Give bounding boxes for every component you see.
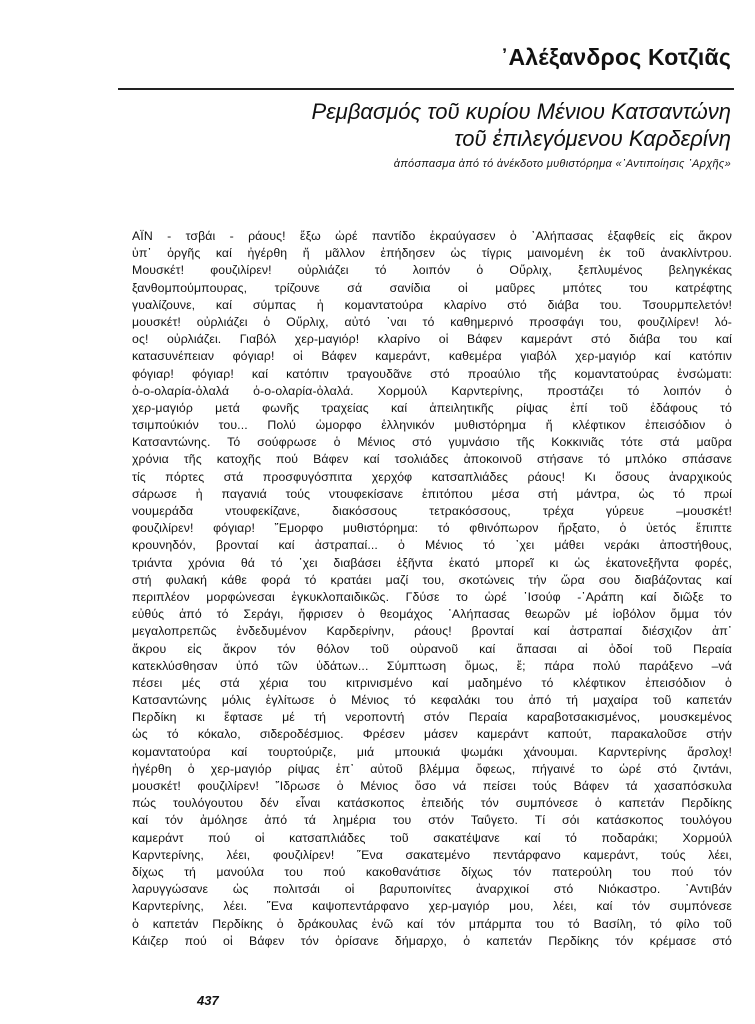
- body-line: γυαλίζουνε, καί σύμπας ἡ κομαντατούρα κλαρίνο στό διάβα του. Τσουρμπελετόν!: [132, 297, 732, 312]
- body-line: εὐθύς ἀπό τό Σεράγι, ἤφρισεν ὁ θεομάχος ᾿Αλήπασας θεωρῶν μέ ἰοβόλον ὄμμα τόν: [132, 607, 732, 622]
- body-line: ΑΪΝ - τσβάι - ράους! ἔξω ὡρέ παντίδο ἐκραύγασεν ὁ ᾿Αλήπασας ἐξαφθείς εἰς ἄκρον: [132, 229, 732, 243]
- body-line: μεγαλοπρεπῶς ἐνδεδυμένον Καρδερίνην, ράους! βρονταί καί ἀστραπαί διέσχιζον ἀπ᾿: [132, 624, 732, 639]
- body-line: Περδίκη κι ἔφτασε μέ τή νεροποντή στόν Περαία καραβοτσακισμένος, μουσκεμένος: [132, 710, 732, 725]
- body-line: τσιμπούκιόν του... Πολύ ὡμορφο ἑλληνικόν μυθιστόρημα ἤ κλέφτικον ἐπεισόδιον ὁ: [132, 418, 732, 433]
- body-line: ἄκρου εἰς ἄκρον τόν θόλον τοῦ οὐρανοῦ καί ἅπασαι αἱ ὁδοί τοῦ Περαία: [132, 641, 732, 656]
- body-line: πώς τουλόγουτου δέν εἶναι κατάσκοπος ἐπειδής τόν συμπόνεσε ὁ καπετάν Περδίκης: [132, 796, 732, 811]
- body-line: φόγιαρ! φόγιαρ! καί κατόπιν τραγουδᾶνε στό προαύλιο τῆς κομαντατούρας ἐνσώματι:: [132, 366, 732, 381]
- body-line: ξανθομπούμπουρας, τρίζουνε σά σανίδια οἱ μαῦρες μπότες του κατρέφτης: [132, 280, 732, 295]
- body-line: μουσκέτ! οὐρλιάζει ὁ Οὔρλιχ, αὐτό ᾿ναι τό καθημερινό προσφάγι του, φουζιλίρεν! λό-: [132, 314, 732, 329]
- body-text: [132, 228, 732, 973]
- body-line: ος! οὐρλιάζει. Γιαβόλ χερ-μαγιόρ! κλαρίνο οἱ Βάφεν καμεράντ στό διάβα του καί: [132, 332, 732, 347]
- chapter-title-line-2: τοῦ ἐπιλεγόμενου Καρδερίνη: [454, 126, 731, 151]
- body-line: Κάιζερ πού οἱ Βάφεν τόν ὁρίσανε δήμαρχο, ὁ καπετάν Περδίκης τόν κρέμασε στό: [132, 933, 732, 948]
- author-name: ᾿Αλέξανδρος Κοτζιᾶς: [500, 44, 731, 70]
- body-line: ἠγέρθη ὁ χερ-μαγιόρ ρίψας ἐπ᾿ αὐτοῦ βλέμμα ὄφεως, πήγαινέ το ὡρέ στό ζιντάνι,: [132, 761, 732, 776]
- body-line: κατεκλύσθησαν ὑπό τῶν ὑδάτων... Σύμπτωση ὅμως, ἔ; πάρα πολύ παράξενο –νά: [132, 658, 732, 673]
- chapter-title: [311, 98, 731, 152]
- chapter-title-line-1: Ρεμβασμός τοῦ κυρίου Μένιου Κατσαντώνη: [311, 99, 731, 124]
- body-line: τίς πόρτες στά προσφυγόσπιτα χερχόφ κατσαπλιάδες ράους! Κι ὅσους ἀναρχικούς: [132, 469, 732, 484]
- body-line: νουμεράδα ντουφεκίζανε, διακόσσους τετρακόσσους, τρέχα γύρευε –μουσκέτ!: [132, 504, 732, 518]
- excerpt-note: ἀπόσπασμα ἀπό τό ἀνέκδοτο μυθιστόρημα «᾿Αντιποίησις ᾿Αρχῆς»: [393, 158, 731, 170]
- body-line: μουσκέτ! φουζιλίρεν! ῞Ιδρωσε ὁ Μένιος ὅσο νά πείσει τούς Βάφεν τά χασαπόσκυλα: [132, 779, 732, 793]
- body-line: φουζιλίρεν! φόγιαρ! ῞Εμορφο μυθιστόρημα: τό φθινόπωρον ἤρξατο, ὁ ὑετός ἔπιπτε: [132, 521, 732, 536]
- body-line: λαρυγγώσανε ὡς πολιτσάι οἱ βαρυποινίτες ἀναρχικοί στό Νιόκαστρο. ᾿Αντιβάν: [132, 882, 732, 897]
- body-line: κατασυνέπειαν φόγιαρ! οἱ Βάφεν καμεράντ, καθεμέρα γιαβόλ χερ-μαγιόρ καί κατόπιν: [132, 349, 732, 364]
- body-line: Κατσαντώνης μόλις ἐγλίτωσε ὁ Μένιος τό κεφαλάκι του ἀπό τή μαχαίρα τοῦ καπετάν: [132, 693, 732, 708]
- body-line: κομαντατούρα καί τουρτούριζε, μιά μπουκιά ψωμάκι χάνουμαι. Καρντερίνης ἄρσλοχ!: [132, 744, 732, 759]
- body-line: πέσει μές στά χέρια του κιτρινισμένο καί μαδημένο τό κλέφτικον ἐπεισόδιον ὁ: [132, 675, 732, 690]
- body-line: σάρωσε ἡ παγανιά τούς ντουφεκίσανε ἐπιτόπου μέσα στή μάντρα, ὡς τό πρωί: [132, 486, 732, 501]
- body-line: καμεράντ πού οἱ κατσαπλιάδες τοῦ σακατέψανε καί τό ποδαράκι; Χορμούλ: [132, 830, 732, 845]
- body-line: Καρντερίνης, λέει. ῞Ενα καψοπεντάρφανο χερ-μαγιόρ μου, λέει, καί τόν συμπόνεσε: [132, 899, 732, 914]
- body-line: δίχως τή μανούλα του πού κακοθανάτισε δίχως τόν πατερούλη του πού τόν: [132, 864, 732, 879]
- body-line: Κατσαντώνης. Τό σούφρωσε ὁ Μένιος στό γυμνάσιο τῆς Κοκκινιᾶς τότε στά μαῦρα: [132, 435, 732, 450]
- body-line: χερ-μαγιόρ μετά φωνῆς τραχείας καί ἀπειλητικῆς ρίψας ἐπί τοῦ ἐδάφους τό: [132, 400, 732, 415]
- body-line: ὑπ᾿ ὀργῆς καί ἠγέρθη ἤ μᾶλλον ἐπήδησεν ὡς τίγρις μαινομένη ἐκ τοῦ ἀνακλίντρου.: [132, 246, 732, 261]
- body-line: Μουσκέτ! φουζιλίρεν! οὐρλιάζει τό λοιπόν ὁ Οὔρλιχ, ξεπλυμένος βεληγκέκας: [132, 263, 732, 278]
- body-line: Καρντερίνης, λέει, φουζιλίρεν! ῞Ενα σακατεμένο πεντάρφανο καμεράντ, τούς λέει,: [132, 847, 732, 862]
- body-line: τριάντα χρόνια θά τό ᾿χει διαβάσει ἑξῆντα ἑκατό μπορεῖ κι ὡς ἑκατονεξῆντα φορές,: [132, 555, 732, 570]
- body-line: ὀ-ο-ολαρία-ὀλαλά ὀ-ο-ολαρία-ὀλαλά. Χορμούλ Καρντερίνης, προστάζει τό λοιπόν ὁ: [132, 383, 732, 398]
- body-line: καί τόν ἀμόλησε ἀπό τά λημέρια του στόν Ταΰγετο. Τί σόι κατάσκοπος τουλόγου: [132, 813, 732, 828]
- body-line: περιπλέον μορφώνεσαι ἐγκυκλοπαιδικῶς. Γδύσε το ὡρέ ᾿Ισούφ -᾿Αράπη καί διῶξε το: [132, 589, 732, 604]
- header-divider: [118, 88, 734, 90]
- body-line: χρόνια τῆς κατοχῆς πού Βάφεν καί τσολιάδες ἀποκοινοῦ στήσανε τό μπλόκο σπάσανε: [132, 452, 732, 467]
- body-line: ὁ καπετάν Περδίκης ὁ δράκουλας ἐνῶ καί τόν μπάρμπα του τό Βασίλη, τό φίλο τοῦ: [132, 916, 732, 931]
- body-line: κρουνηδόν, βρονταί καί ἀστραπαί... ὁ Μένιος τό ᾿χει μάθει νεράκι ἀποστήθους,: [132, 538, 732, 553]
- body-line: ὡς τό κόκαλο, σιδεροδέσμιος. Φρέσεν μάσεν καμεράντ καπούτ, παρακαλοῦσε στήν: [132, 727, 732, 742]
- page-number: 437: [197, 993, 219, 1008]
- body-line: στή φυλακή κάθε φορά τό κρατάει μαζί του, σκοτώνεις τήν ὥρα σου διαβάζοντας καί: [132, 572, 732, 587]
